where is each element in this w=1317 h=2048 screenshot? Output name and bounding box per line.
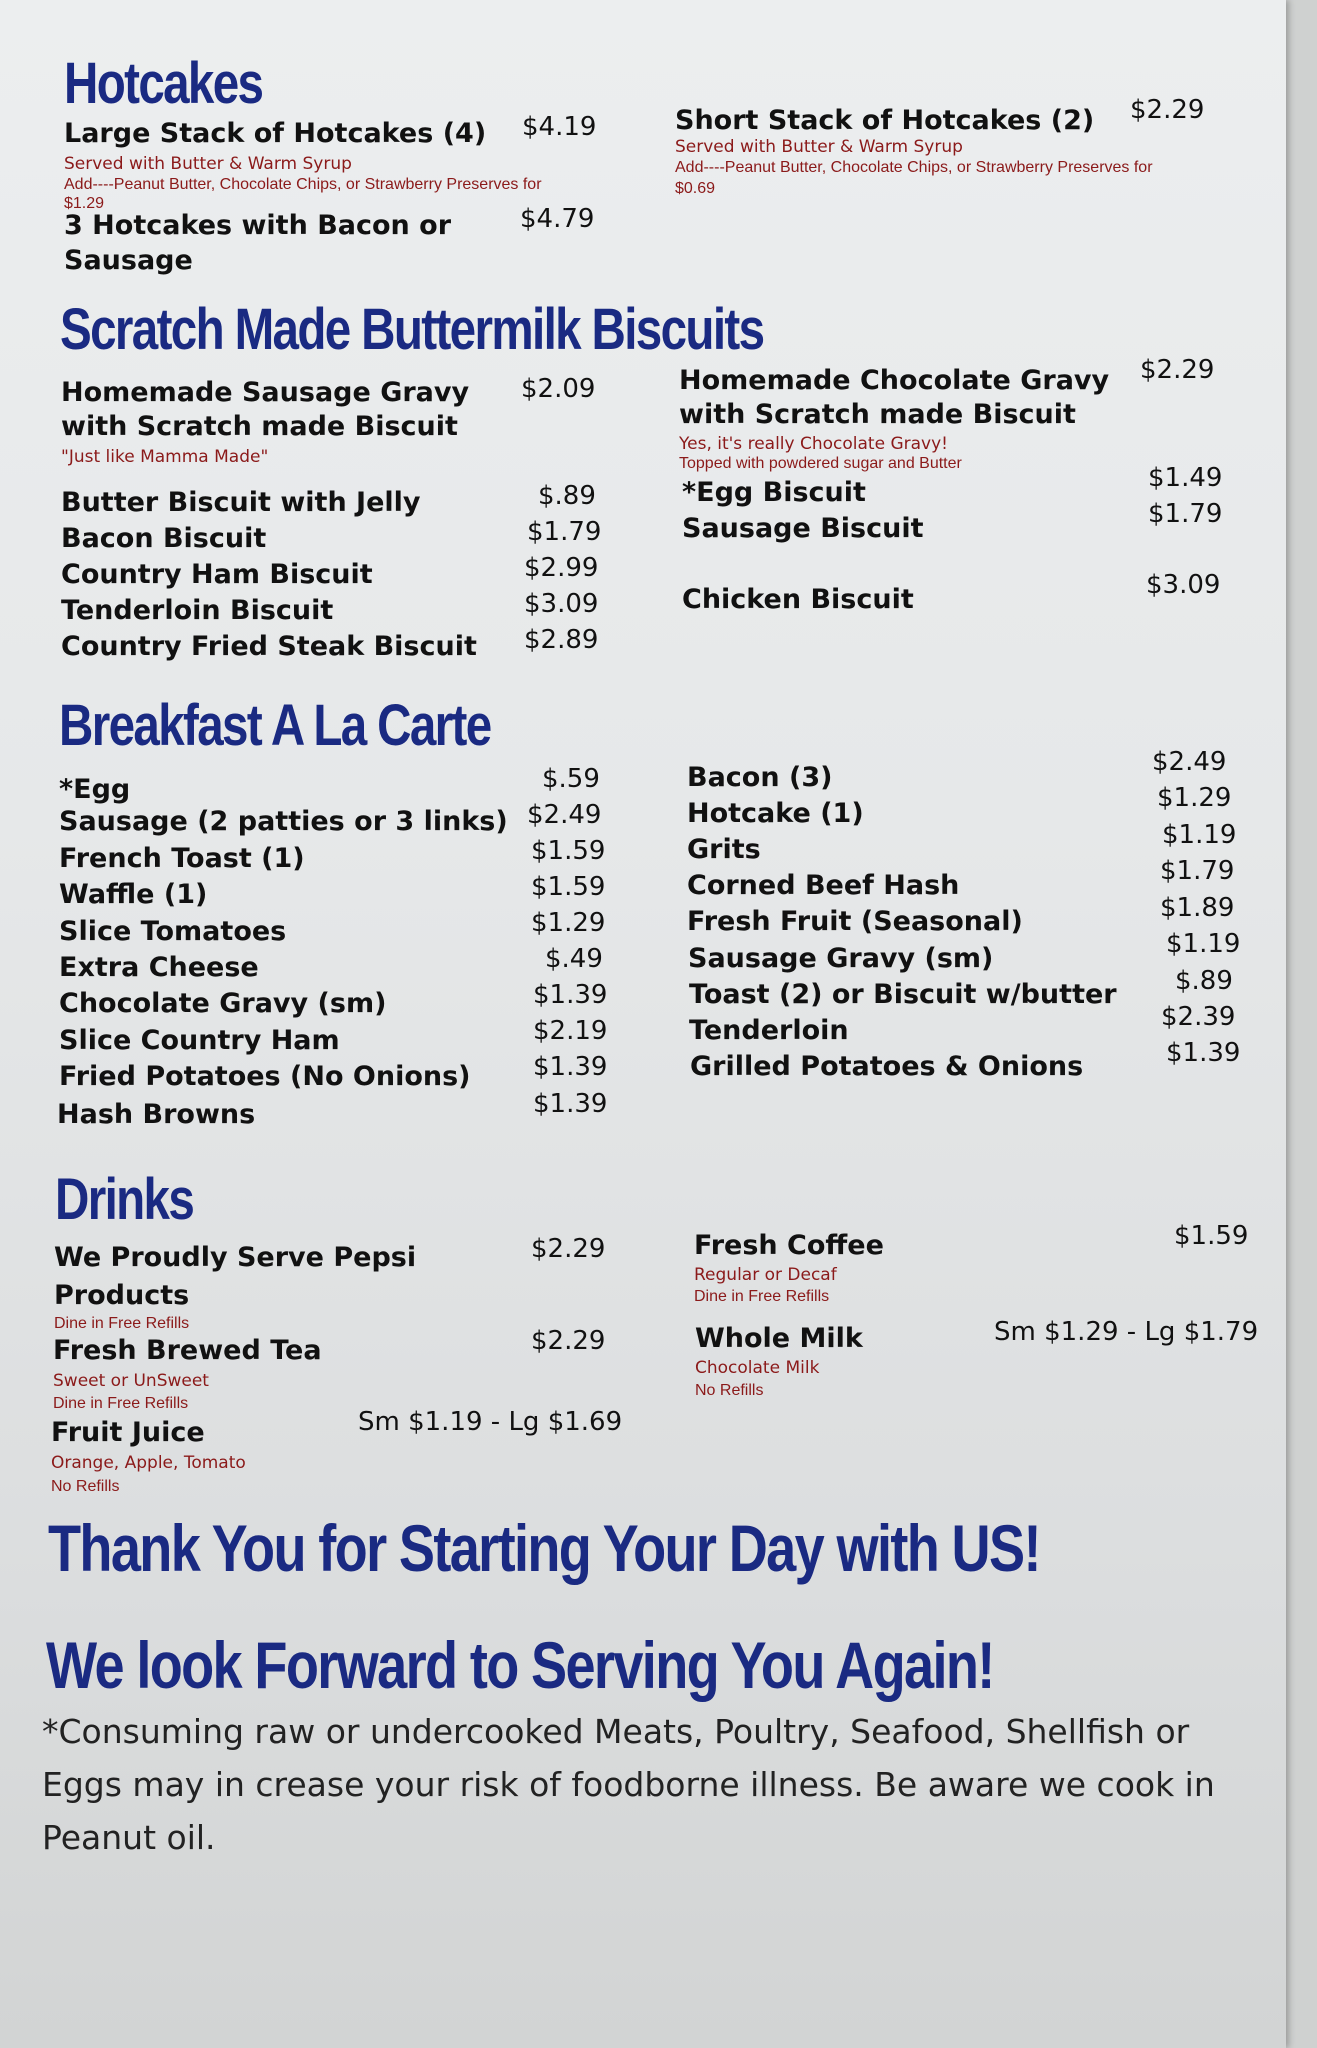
menu-item-name: Fruit Juice xyxy=(51,1417,205,1448)
menu-item-price: $2.19 xyxy=(533,1016,608,1046)
thank-you-heading: Thank You for Starting Your Day with US! xyxy=(48,1511,1040,1585)
menu-item-price: $1.29 xyxy=(1157,783,1232,813)
menu-item-name: Hotcake (1) xyxy=(687,798,864,829)
menu-item-price: $.89 xyxy=(1175,966,1233,996)
menu-item-name: We Proudly Serve Pepsi xyxy=(54,1242,417,1273)
menu-item-note: Yes, it's really Chocolate Gravy! xyxy=(679,434,948,454)
menu-item-note: Add----Peanut Butter, Chocolate Chips, or Strawberry Preserves for xyxy=(64,176,542,193)
menu-item-name: Bacon Biscuit xyxy=(61,523,267,554)
menu-item-price: $2.29 xyxy=(1130,95,1205,125)
menu-item-name: with Scratch made Biscuit xyxy=(679,399,1076,430)
menu-item-price: $1.19 xyxy=(1166,929,1241,959)
section-title-biscuits: Scratch Made Buttermilk Biscuits xyxy=(60,297,764,362)
menu-item-price: $4.19 xyxy=(522,112,597,142)
menu-item-price: $2.09 xyxy=(521,374,596,404)
menu-item-price: $2.99 xyxy=(524,553,599,583)
menu-item-name: Grilled Potatoes & Onions xyxy=(690,1051,1084,1082)
menu-item-note: Dine in Free Refills xyxy=(54,1315,190,1332)
menu-item-note: Topped with powdered sugar and Butter xyxy=(679,455,962,472)
allergy-disclaimer: *Consuming raw or undercooked Meats, Poultry, Seafood, Shellfish or Eggs may in crease your risk of foodborne illness. Be aware we cook in Peanut oil. xyxy=(42,1712,1215,1857)
menu-item-price: $1.79 xyxy=(527,517,602,547)
menu-item-name: Fried Potatoes (No Onions) xyxy=(59,1061,471,1092)
section-title-alacarte: Breakfast A La Carte xyxy=(59,693,491,758)
menu-item-price: $.59 xyxy=(542,764,600,794)
menu-item-name: Tenderloin xyxy=(689,1015,849,1046)
menu-item-name: Fresh Fruit (Seasonal) xyxy=(687,906,1023,937)
menu-item-price: $1.79 xyxy=(1148,499,1223,529)
section-title-hotcakes: Hotcakes xyxy=(64,51,263,116)
menu-item-note: $0.69 xyxy=(675,180,716,197)
menu-item-name: Corned Beef Hash xyxy=(687,870,960,901)
menu-item-name: Chicken Biscuit xyxy=(682,584,914,615)
menu-item-name: Country Ham Biscuit xyxy=(61,559,373,590)
menu-item-note: Chocolate Milk xyxy=(695,1358,820,1378)
menu-item-price: $1.59 xyxy=(531,836,606,866)
menu-item-price: $1.59 xyxy=(1174,1221,1249,1251)
menu-item-name: Butter Biscuit with Jelly xyxy=(61,487,421,518)
section-title-drinks: Drinks xyxy=(55,1167,194,1232)
menu-item-note: $1.29 xyxy=(64,195,105,212)
menu-item-price: $1.39 xyxy=(533,980,608,1010)
menu-item-price: $2.89 xyxy=(524,625,599,655)
menu-item-name: Waffle (1) xyxy=(59,879,208,910)
menu-item-price: $2.39 xyxy=(1161,1002,1236,1032)
menu-item-note: No Refills xyxy=(51,1478,120,1495)
menu-item-price: $1.29 xyxy=(531,908,606,938)
menu-item-name: *Egg xyxy=(59,774,131,805)
menu-item-price: $2.49 xyxy=(1152,747,1227,777)
menu-item-price: Sm $1.19 - Lg $1.69 xyxy=(358,1407,623,1437)
menu-item-name: Fresh Brewed Tea xyxy=(53,1335,322,1366)
menu-item-price: $1.59 xyxy=(531,872,606,902)
menu-item-price: $2.29 xyxy=(531,1326,606,1356)
menu-item-name: Large Stack of Hotcakes (4) xyxy=(64,118,487,149)
menu-item-name: Homemade Sausage Gravy xyxy=(61,377,470,408)
menu-item-name: Country Fried Steak Biscuit xyxy=(61,631,477,662)
menu-item-name: with Scratch made Biscuit xyxy=(61,411,458,442)
menu-item-name: Toast (2) or Biscuit w/butter xyxy=(689,979,1117,1010)
menu-item-price: $1.19 xyxy=(1162,820,1237,850)
menu-item-price: $1.89 xyxy=(1160,893,1235,923)
menu-item-name: Short Stack of Hotcakes (2) xyxy=(675,105,1095,136)
menu-item-name: Slice Country Ham xyxy=(59,1025,340,1056)
menu-item-name: Bacon (3) xyxy=(687,762,833,793)
menu-item-price: $1.39 xyxy=(533,1052,608,1082)
menu-item-price: $1.39 xyxy=(533,1089,608,1119)
menu-item-price: $1.39 xyxy=(1166,1038,1241,1068)
menu-item-name: French Toast (1) xyxy=(59,843,305,874)
menu-item-name: Products xyxy=(54,1280,190,1311)
menu-item-price: $3.09 xyxy=(1146,570,1221,600)
menu-item-name: Fresh Coffee xyxy=(694,1230,884,1261)
menu-item-price: Sm $1.29 - Lg $1.79 xyxy=(994,1317,1259,1347)
menu-item-price: $.89 xyxy=(538,481,596,511)
menu-item-name: Grits xyxy=(687,834,761,865)
menu-item-name: Hash Browns xyxy=(57,1099,256,1130)
menu-item-note: Orange, Apple, Tomato xyxy=(51,1453,246,1473)
menu-item-price: $.49 xyxy=(545,944,603,974)
menu-item-name: Sausage (2 patties or 3 links) xyxy=(59,806,508,837)
menu-item-name: Homemade Chocolate Gravy xyxy=(679,365,1110,396)
menu-item-price: $1.79 xyxy=(1160,856,1235,886)
menu-item-name: Sausage Biscuit xyxy=(682,513,924,544)
menu-item-note: No Refills xyxy=(695,1382,764,1399)
menu-item-name: Sausage Gravy (sm) xyxy=(688,943,994,974)
menu-item-note: Dine in Free Refills xyxy=(53,1395,189,1412)
menu-item-name: Chocolate Gravy (sm) xyxy=(59,988,387,1019)
menu-item-name: Tenderloin Biscuit xyxy=(61,595,334,626)
menu-item-note: Served with Butter & Warm Syrup xyxy=(64,154,352,174)
serve-again-heading: We look Forward to Serving You Again! xyxy=(46,1628,994,1702)
menu-item-name: Slice Tomatoes xyxy=(59,916,287,947)
menu-item-price: $2.29 xyxy=(531,1234,606,1264)
menu-item-price: $1.49 xyxy=(1148,463,1223,493)
menu-item-note: Served with Butter & Warm Syrup xyxy=(675,137,963,157)
menu-item-name: 3 Hotcakes with Bacon or xyxy=(64,210,452,241)
menu-item-note: Add----Peanut Butter, Chocolate Chips, or Strawberry Preserves for xyxy=(675,159,1153,176)
menu-item-name: Whole Milk xyxy=(695,1323,863,1354)
menu-item-price: $2.29 xyxy=(1140,355,1215,385)
menu-item-price: $3.09 xyxy=(524,589,599,619)
menu-item-note: Dine in Free Refills xyxy=(694,1288,830,1305)
menu-item-price: $2.49 xyxy=(527,800,602,830)
menu-item-note: Sweet or UnSweet xyxy=(53,1371,209,1391)
menu-item-price: $4.79 xyxy=(520,204,595,234)
menu-item-name: *Egg Biscuit xyxy=(682,477,866,508)
menu-item-note: Regular or Decaf xyxy=(694,1265,837,1285)
menu-item-name: Extra Cheese xyxy=(59,952,259,983)
menu-item-name: Sausage xyxy=(64,245,193,276)
menu-item-note: "Just like Mamma Made" xyxy=(61,447,269,467)
